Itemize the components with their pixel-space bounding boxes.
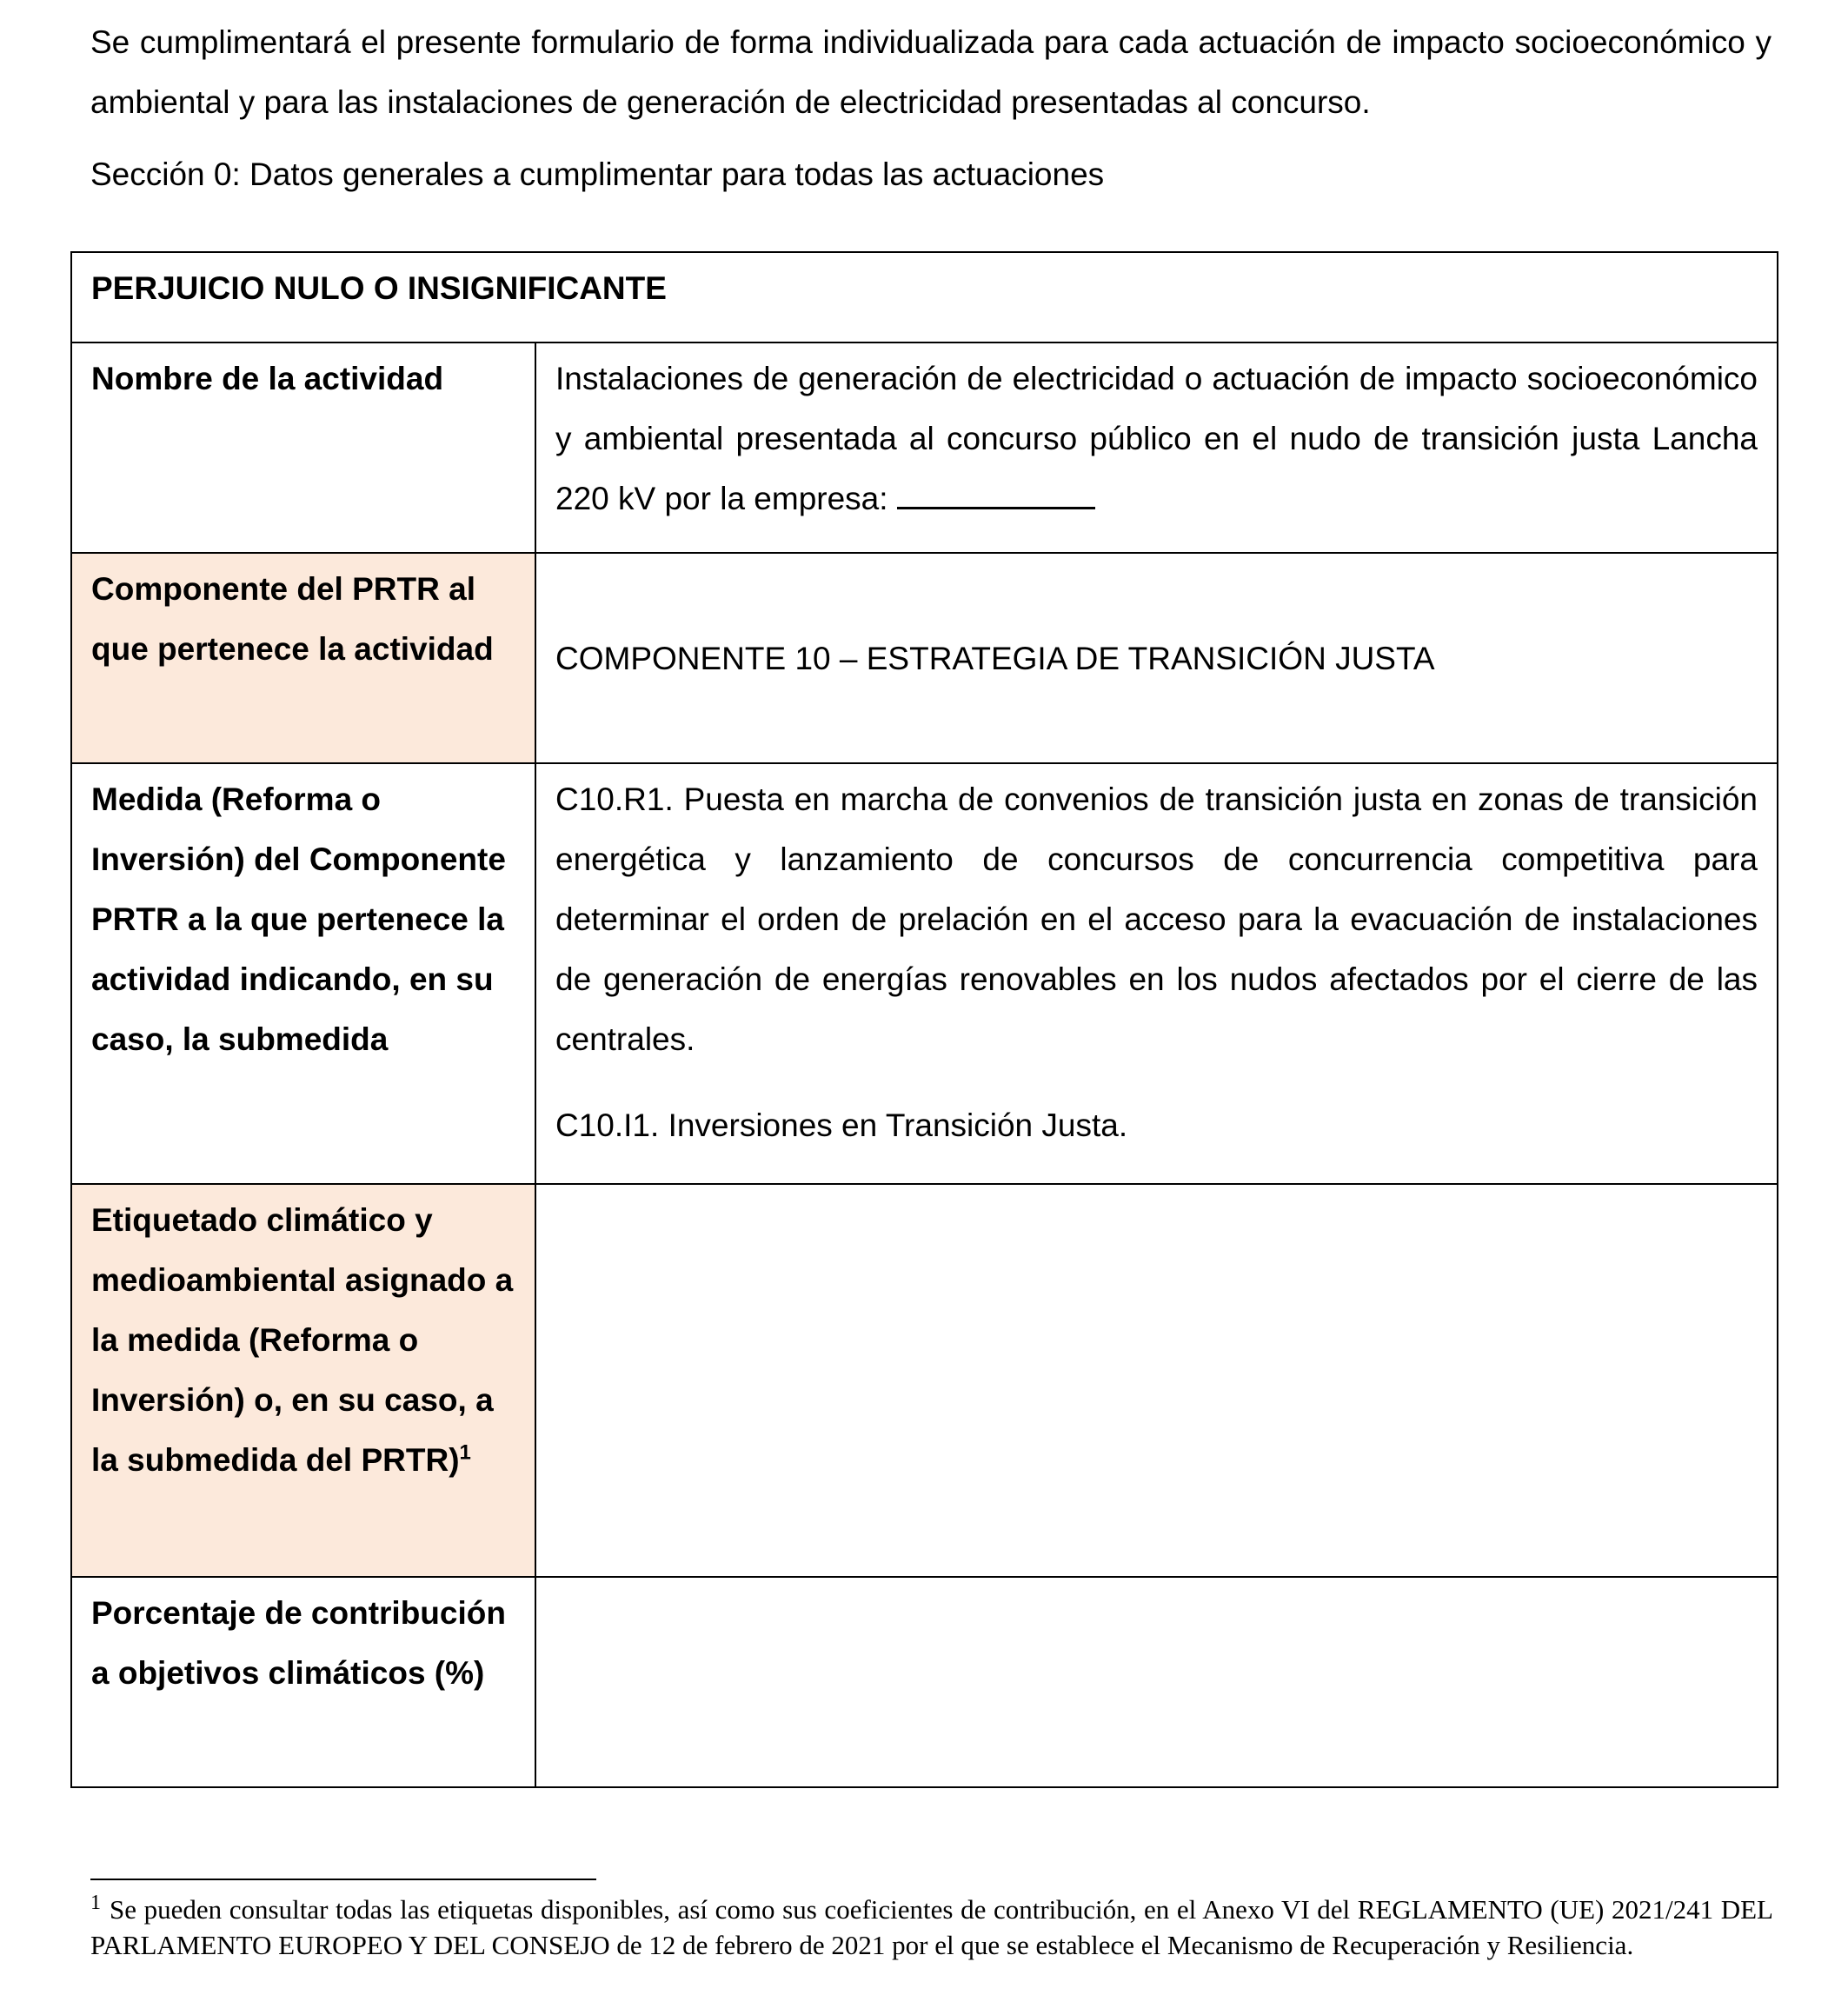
section-title: Sección 0: Datos generales a cumplimentar para todas las actuaciones xyxy=(90,156,1105,192)
row-label-climate-percentage: Porcentaje de contribución a objetivos climáticos (%) xyxy=(71,1577,535,1787)
row-label-component: Componente del PRTR al que pertenece la actividad xyxy=(71,553,535,763)
activity-name-text: Instalaciones de generación de electricidad o actuación de impacto socioeconómico y ambiental presentada al concurso público en el nudo de transición justa Lancha 220 kV por la empresa: xyxy=(555,361,1758,516)
table-row xyxy=(71,553,1778,763)
intro-paragraph: Se cumplimentará el presente formulario de forma individualizada para cada actuación de impacto socioeconómico y ambiental y para las instalaciones de generación de electricidad presentadas al concurso. xyxy=(90,24,1772,120)
row-label-activity-name: Nombre de la actividad xyxy=(71,342,535,553)
table-row xyxy=(71,1577,1778,1787)
component-value: COMPONENTE 10 – ESTRATEGIA DE TRANSICIÓN JUSTA xyxy=(535,553,1778,763)
table-row xyxy=(71,763,1778,1184)
climate-tag-label-text: Etiquetado climático y medioambiental asignado a la medida (Reforma o Inversión) o, en su caso, a la submedida del PRTR) xyxy=(91,1202,514,1478)
dnsh-form-table xyxy=(70,251,1778,1788)
measure-investment-text: C10.I1. Inversiones en Transición Justa. xyxy=(555,1107,1128,1143)
footnote-separator xyxy=(90,1879,596,1880)
activity-name-cell xyxy=(535,342,1778,553)
table-row xyxy=(71,342,1778,553)
climate-percentage-value[interactable] xyxy=(535,1577,1778,1787)
row-label-climate-tag xyxy=(71,1184,535,1577)
measure-value-cell xyxy=(535,763,1778,1184)
table-header: PERJUICIO NULO O INSIGNIFICANTE xyxy=(71,252,1778,342)
company-name-blank[interactable] xyxy=(897,469,1095,509)
row-label-measure: Medida (Reforma o Inversión) del Componente PRTR a la que pertenece la actividad indicando, en su caso, la submedida xyxy=(71,763,535,1184)
table-header-row xyxy=(71,252,1778,342)
footnote-reference[interactable]: 1 xyxy=(459,1440,471,1465)
climate-tag-value[interactable] xyxy=(535,1184,1778,1577)
footnote-number: 1 xyxy=(90,1891,101,1914)
table-row xyxy=(71,1184,1778,1577)
footnote xyxy=(90,1892,1773,1963)
measure-reform-text: C10.R1. Puesta en marcha de convenios de transición justa en zonas de transición energética y lanzamiento de concursos de concurrencia competitiva para determinar el orden de prelación en el acceso para la evacuación de instalaciones de generación de energías renovables en los nudos afectados por el cierre de las centrales. xyxy=(555,781,1758,1057)
footnote-text: Se pueden consultar todas las etiquetas disponibles, así como sus coeficientes de contribución, en el Anexo VI del REGLAMENTO (UE) 2021/241 DEL PARLAMENTO EUROPEO Y DEL CONSEJO de 12 de febrero de 2021 por el que se establece el Mecanismo de Recuperación y Resiliencia. xyxy=(90,1894,1773,1960)
